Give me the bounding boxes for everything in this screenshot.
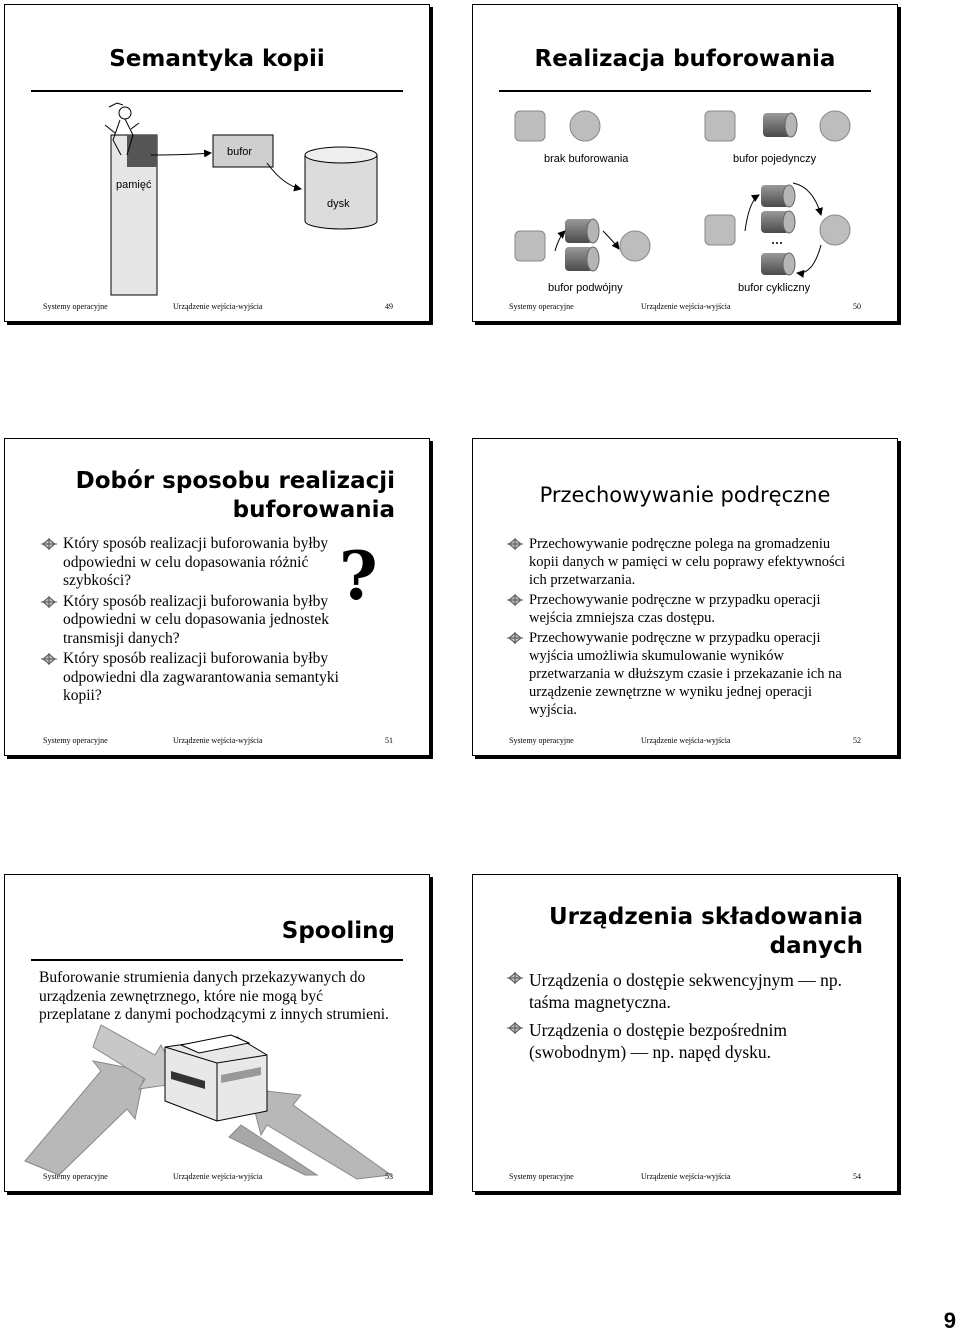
footer-topic: Urządzenie wejścia-wyjścia: [173, 302, 263, 311]
device-circle: [820, 111, 850, 141]
footer-topic: Urządzenie wejścia-wyjścia: [173, 736, 263, 745]
footer-course: Systemy operacyjne: [43, 736, 108, 745]
list-item: Przechowywanie podręczne polega na gromadzeniu kopii danych w pamięci w celu poprawy efektywności ich przetwarzania.: [507, 535, 857, 589]
footer-topic: Urządzenie wejścia-wyjścia: [641, 736, 731, 745]
list-item: Urządzenia o dostępie bezpośrednim (swobodnym) — np. napęd dysku.: [507, 1019, 857, 1063]
swap-arrow: [603, 231, 619, 249]
cycle-arrow: [745, 195, 759, 231]
buffering-schemes-diagram: [473, 5, 899, 323]
buffer-cylinder: [761, 211, 795, 233]
slide-footer: [473, 1171, 897, 1183]
disk-cylinder: [305, 147, 377, 229]
slide-49: [4, 4, 430, 322]
footer-page-number: 52: [853, 736, 861, 745]
question-mark-icon: ?: [339, 537, 378, 615]
slide-footer: [473, 301, 897, 313]
slide-title-line-1: Urządzenia składowania: [548, 904, 863, 930]
footer-course: Systemy operacyjne: [43, 1172, 108, 1181]
slide-footer: [5, 1171, 429, 1183]
slide-54: [472, 874, 898, 1192]
label-double-buffer: bufor podwójny: [548, 282, 623, 294]
buffer-cylinder: [565, 247, 599, 271]
process-square: [705, 111, 735, 141]
device-circle: [620, 231, 650, 261]
ellipsis-dots: [772, 242, 782, 244]
disk-label: dysk: [327, 198, 350, 210]
spooling-illustration: [5, 875, 431, 1193]
slide-50: [472, 4, 898, 322]
footer-page-number: 51: [385, 736, 393, 745]
footer-course: Systemy operacyjne: [509, 302, 574, 311]
list-item: Który sposób realizacji buforowania byłby odpowiedni w celu dopasowania różnić szybkości?: [41, 535, 359, 591]
buffer-cylinder: [763, 113, 797, 137]
footer-topic: Urządzenie wejścia-wyjścia: [173, 1172, 263, 1181]
slide-51: [4, 438, 430, 756]
arrow-shape: [25, 1061, 145, 1175]
memory-label: pamięć: [116, 179, 152, 191]
device-circle: [570, 111, 600, 141]
buffer-cylinder: [761, 185, 795, 207]
bullet-icon: [507, 594, 523, 606]
swap-arrow: [555, 231, 565, 251]
slide-title: Realizacja buforowania: [534, 46, 836, 72]
footer-course: Systemy operacyjne: [509, 1172, 574, 1181]
label-cyclic-buffer: bufor cykliczny: [738, 282, 811, 294]
label-single-buffer: bufor pojedynczy: [733, 153, 817, 165]
slide-52: [472, 438, 898, 756]
slide-53: [4, 874, 430, 1192]
list-item: Przechowywanie podręczne w przypadku operacji wejścia zmniejsza czas dostępu.: [507, 591, 857, 627]
bullet-icon: [41, 653, 57, 665]
footer-page-number: 50: [853, 302, 861, 311]
arrow-to-buffer: [151, 153, 211, 155]
footer-topic: Urządzenie wejścia-wyjścia: [641, 302, 731, 311]
slide-body-text: Buforowanie strumienia danych przekazywanych do urządzenia zewnętrznego, które nie mogą być przeplatane z danymi pochodzącymi z innych strumieni.: [39, 969, 389, 1023]
device-circle: [820, 215, 850, 245]
slide-footer: [5, 735, 429, 747]
slide-title-line-2: buforowania: [232, 497, 395, 523]
slide-title-line-1: Dobór sposobu realizacji: [75, 468, 395, 494]
bullet-list: [507, 535, 857, 721]
bullet-icon: [41, 538, 57, 550]
bullet-icon: [507, 538, 523, 550]
buffer-label: bufor: [227, 146, 253, 158]
slide-footer: [473, 735, 897, 747]
slide-footer: [5, 301, 429, 313]
footer-page-number: 53: [385, 1172, 393, 1181]
arrow-shape: [249, 1089, 391, 1179]
handout-page-number: 9: [943, 1308, 956, 1333]
slide-title: Spooling: [281, 918, 395, 944]
buffer-cylinder: [761, 253, 795, 275]
footer-course: Systemy operacyjne: [509, 736, 574, 745]
footer-page-number: 49: [385, 302, 393, 311]
footer-page-number: 54: [853, 1172, 861, 1181]
bullet-icon: [41, 596, 57, 608]
slide-title: Semantyka kopii: [109, 46, 325, 72]
footer-course: Systemy operacyjne: [43, 302, 108, 311]
bullet-icon: [507, 632, 523, 644]
process-square: [515, 111, 545, 141]
label-no-buffering: brak buforowania: [544, 153, 629, 165]
bullet-list: [41, 535, 359, 708]
bullet-icon: [507, 1022, 523, 1034]
process-square: [515, 231, 545, 261]
footer-topic: Urządzenie wejścia-wyjścia: [641, 1172, 731, 1181]
process-square: [705, 215, 735, 245]
list-item: Który sposób realizacji buforowania byłby odpowiedni w celu dopasowania jednostek transmisji danych?: [41, 593, 359, 649]
cycle-arrow: [793, 183, 821, 215]
list-item: Który sposób realizacji buforowania byłby odpowiedni dla zagwarantowania semantyki kopii?: [41, 650, 359, 706]
buffer-cylinder: [565, 219, 599, 243]
slide-title-line-2: danych: [769, 933, 863, 959]
list-item: Urządzenia o dostępie sekwencyjnym — np. taśma magnetyczna.: [507, 969, 857, 1013]
cycle-arrow: [797, 245, 821, 273]
list-item: Przechowywanie podręczne w przypadku operacji wyjścia umożliwia skumulowanie wyników przetwarzania w dłuższym czasie i przekazanie ich na urządzenie zewnętrzne w wyniku jednej operacji wyjścia.: [507, 629, 857, 719]
printer-icon: [165, 1035, 267, 1121]
slide-title: Przechowywanie podręczne: [539, 483, 831, 507]
copy-semantics-diagram: [5, 5, 431, 323]
bullet-icon: [507, 972, 523, 984]
bullet-list: [507, 969, 857, 1069]
